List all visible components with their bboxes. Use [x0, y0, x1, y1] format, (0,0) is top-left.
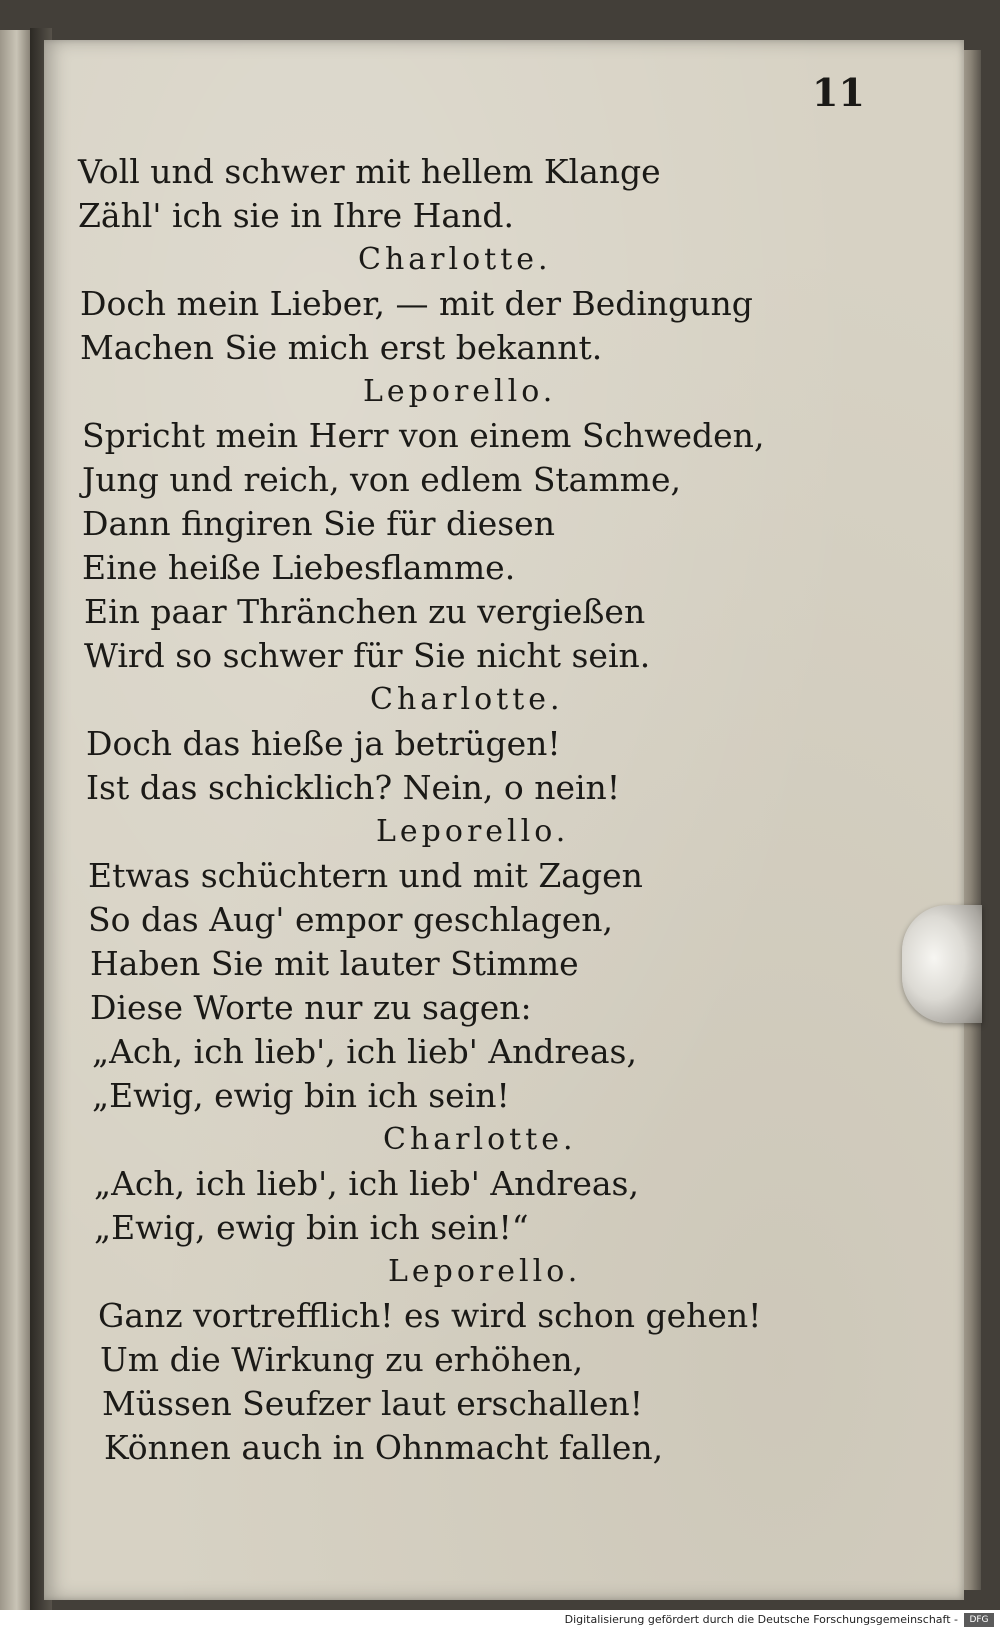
verse-line: „Ewig, ewig bin ich sein! — [92, 1076, 510, 1115]
verse-line: Machen Sie mich erst bekannt. — [80, 328, 603, 367]
verse-line: Wird so schwer für Sie nicht sein. — [84, 636, 651, 675]
verse-line: Können auch in Ohnmacht fallen, — [104, 1428, 664, 1467]
funding-credit: Digitalisierung gefördert durch die Deutsche Forschungsgemeinschaft - — [564, 1613, 958, 1626]
speaker-name: Leporello. — [388, 1254, 582, 1289]
verse-line: Eine heiße Liebesflamme. — [82, 548, 516, 587]
digitization-footer — [0, 1610, 1000, 1630]
verse-line: Ein paar Thränchen zu vergießen — [84, 592, 646, 631]
verse-line: „Ach, ich lieb', ich lieb' Andreas, — [94, 1164, 639, 1203]
speaker-name: Charlotte. — [358, 242, 552, 277]
speaker-name: Charlotte. — [383, 1122, 577, 1157]
verse-line: Zähl' ich sie in Ihre Hand. — [78, 196, 514, 235]
verse-line: Dann fingiren Sie für diesen — [82, 504, 555, 543]
verse-line: „Ewig, ewig bin ich sein!“ — [94, 1208, 529, 1247]
verse-line: Müssen Seufzer laut erschallen! — [102, 1384, 644, 1423]
page-clip — [902, 905, 982, 1023]
left-page-edge — [0, 30, 30, 1610]
speaker-name: Leporello. — [363, 374, 557, 409]
verse-line: Etwas schüchtern und mit Zagen — [88, 856, 643, 895]
page-number: 11 — [812, 70, 865, 115]
verse-line: „Ach, ich lieb', ich lieb' Andreas, — [92, 1032, 637, 1071]
verse-line: Spricht mein Herr von einem Schweden, — [82, 416, 765, 455]
verse-line: Haben Sie mit lauter Stimme — [90, 944, 579, 983]
verse-line: Diese Worte nur zu sagen: — [90, 988, 532, 1027]
verse-line: Doch das hieße ja betrügen! — [86, 724, 561, 763]
verse-line: Ist das schicklich? Nein, o nein! — [86, 768, 621, 807]
speaker-name: Leporello. — [376, 814, 570, 849]
dfg-logo: DFG — [964, 1613, 994, 1627]
verse-line: Voll und schwer mit hellem Klange — [78, 152, 661, 191]
verse-line: Um die Wirkung zu erhöhen, — [100, 1340, 584, 1379]
verse-line: Jung und reich, von edlem Stamme, — [82, 460, 681, 499]
libretto-text — [78, 150, 798, 1470]
verse-line: Ganz vortrefflich! es wird schon gehen! — [98, 1296, 762, 1335]
verse-line: Doch mein Lieber, — mit der Bedingung — [80, 284, 753, 323]
verse-line: So das Aug' empor geschlagen, — [88, 900, 613, 939]
speaker-name: Charlotte. — [370, 682, 564, 717]
